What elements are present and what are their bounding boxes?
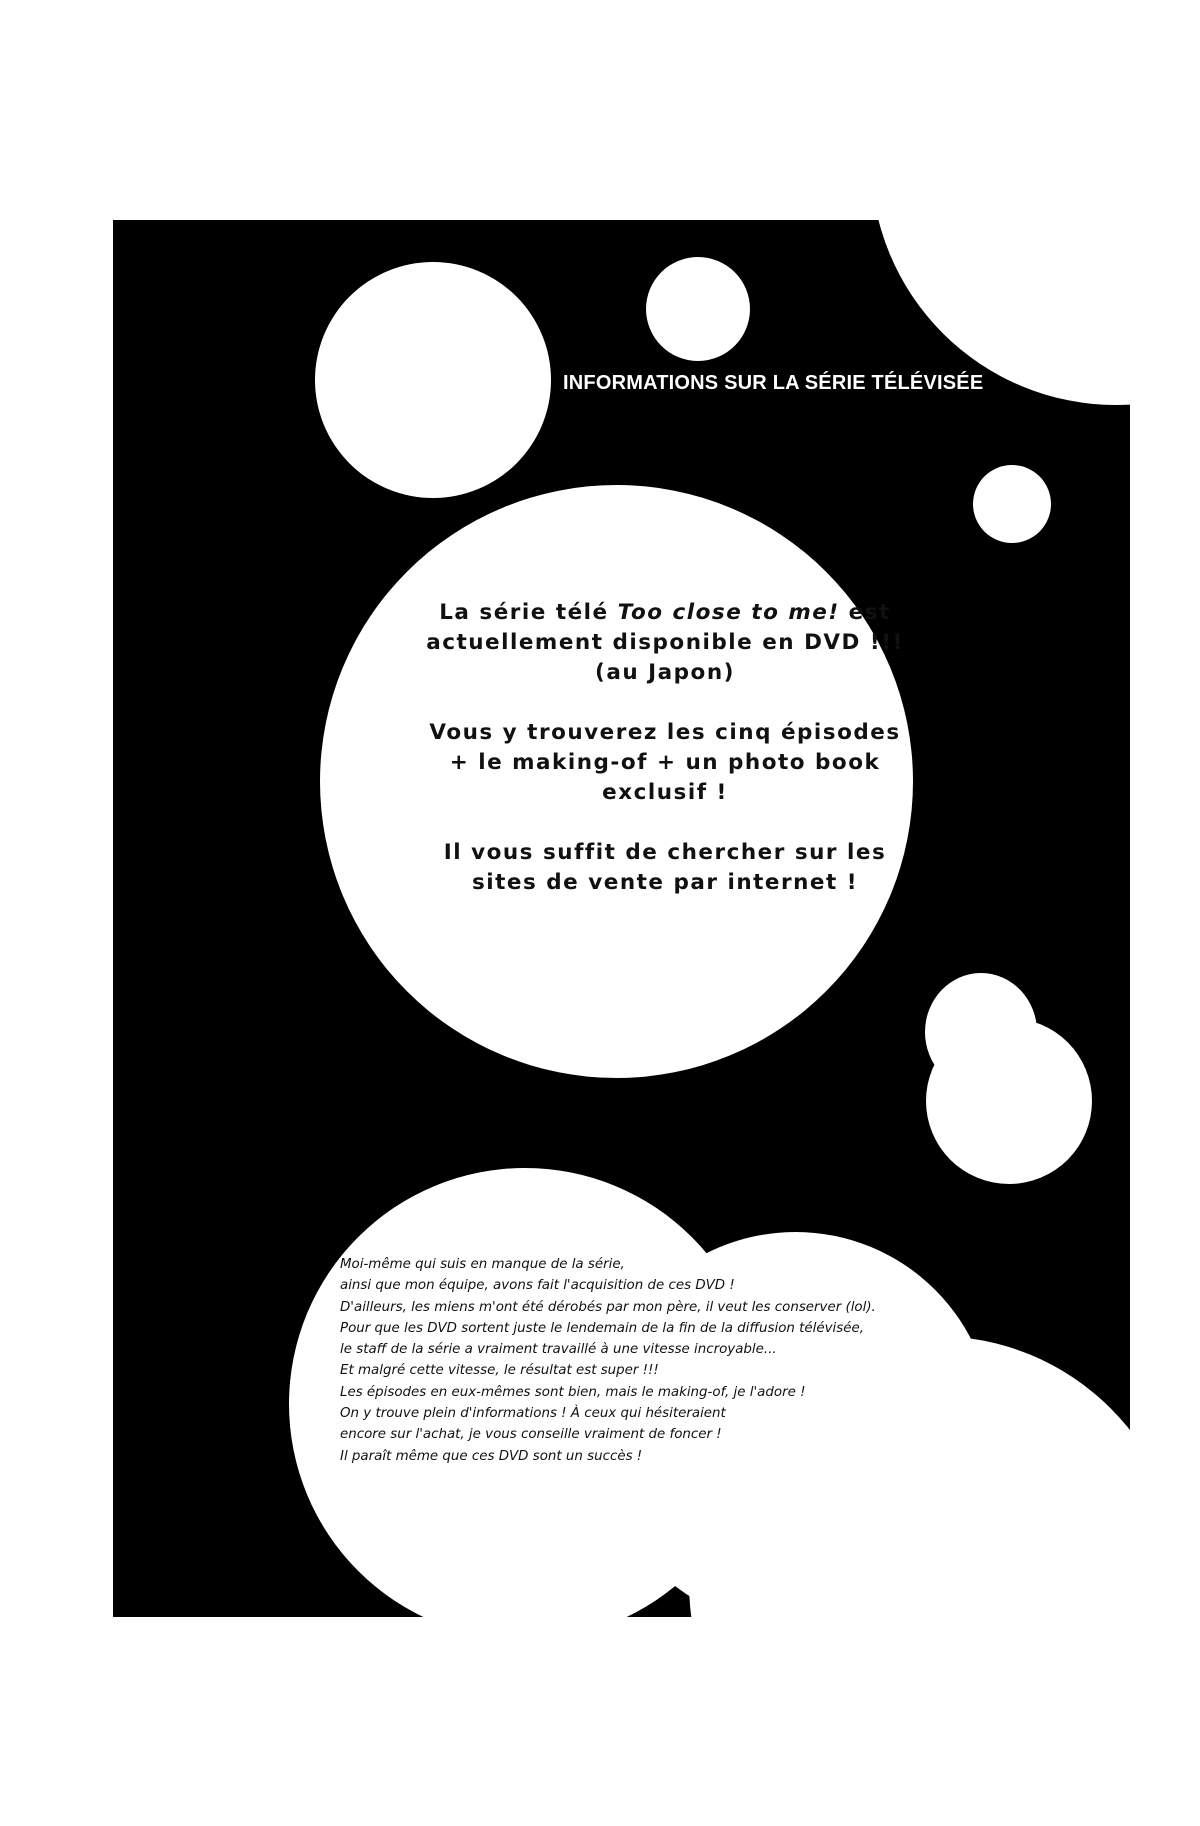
main-line: La série télé Too close to me! est <box>439 600 891 625</box>
note-line: encore sur l'achat, je vous conseille vraiment de foncer ! <box>340 1427 722 1443</box>
main-paragraph <box>400 838 930 898</box>
note-line: ainsi que mon équipe, avons fait l'acquisition de ces DVD ! <box>340 1278 735 1294</box>
main-line: + le making-of + un photo book <box>449 750 881 775</box>
note-line: Moi-même qui suis en manque de la série, <box>340 1257 625 1272</box>
note-line: Pour que les DVD sortent juste le lendemain de la fin de la diffusion télévisée, <box>340 1320 864 1336</box>
main-line: Il vous suffit de chercher sur les <box>443 840 887 865</box>
bubble-right-lower <box>926 1018 1092 1184</box>
note-line: On y trouve plein d'informations ! À ceux qui hésiteraient <box>340 1406 726 1422</box>
note-line: Et malgré cette vitesse, le résultat est super !!! <box>340 1363 659 1379</box>
main-line: sites de vente par internet ! <box>471 870 859 895</box>
bubble-top-left <box>315 262 551 498</box>
main-paragraph <box>400 598 930 688</box>
main-line: Vous y trouverez les cinq épisodes <box>429 720 901 745</box>
note-line: Les épisodes en eux-mêmes sont bien, mais le making-of, je l'adore ! <box>340 1384 806 1400</box>
note-line: le staff de la série a vraiment travaillé à une vitesse incroyable... <box>340 1342 777 1358</box>
main-line: exclusif ! <box>602 780 728 805</box>
main-paragraph <box>400 718 930 808</box>
note-line: Il paraît même que ces DVD sont un succès ! <box>340 1448 643 1464</box>
bubble-right-small <box>973 465 1051 543</box>
main-announcement <box>400 598 930 898</box>
main-line: (au Japon) <box>595 660 735 685</box>
series-title: Too close to me! <box>617 600 840 625</box>
handwritten-note <box>340 1254 980 1467</box>
section-heading: INFORMATIONS SUR LA SÉRIE TÉLÉVISÉE <box>563 372 984 394</box>
bubble-upper-small <box>646 257 750 361</box>
main-line: actuellement disponible en DVD !!! <box>426 630 904 655</box>
note-line: D'ailleurs, les miens m'ont été dérobés par mon père, il veut les conserver (lol). <box>340 1299 876 1315</box>
